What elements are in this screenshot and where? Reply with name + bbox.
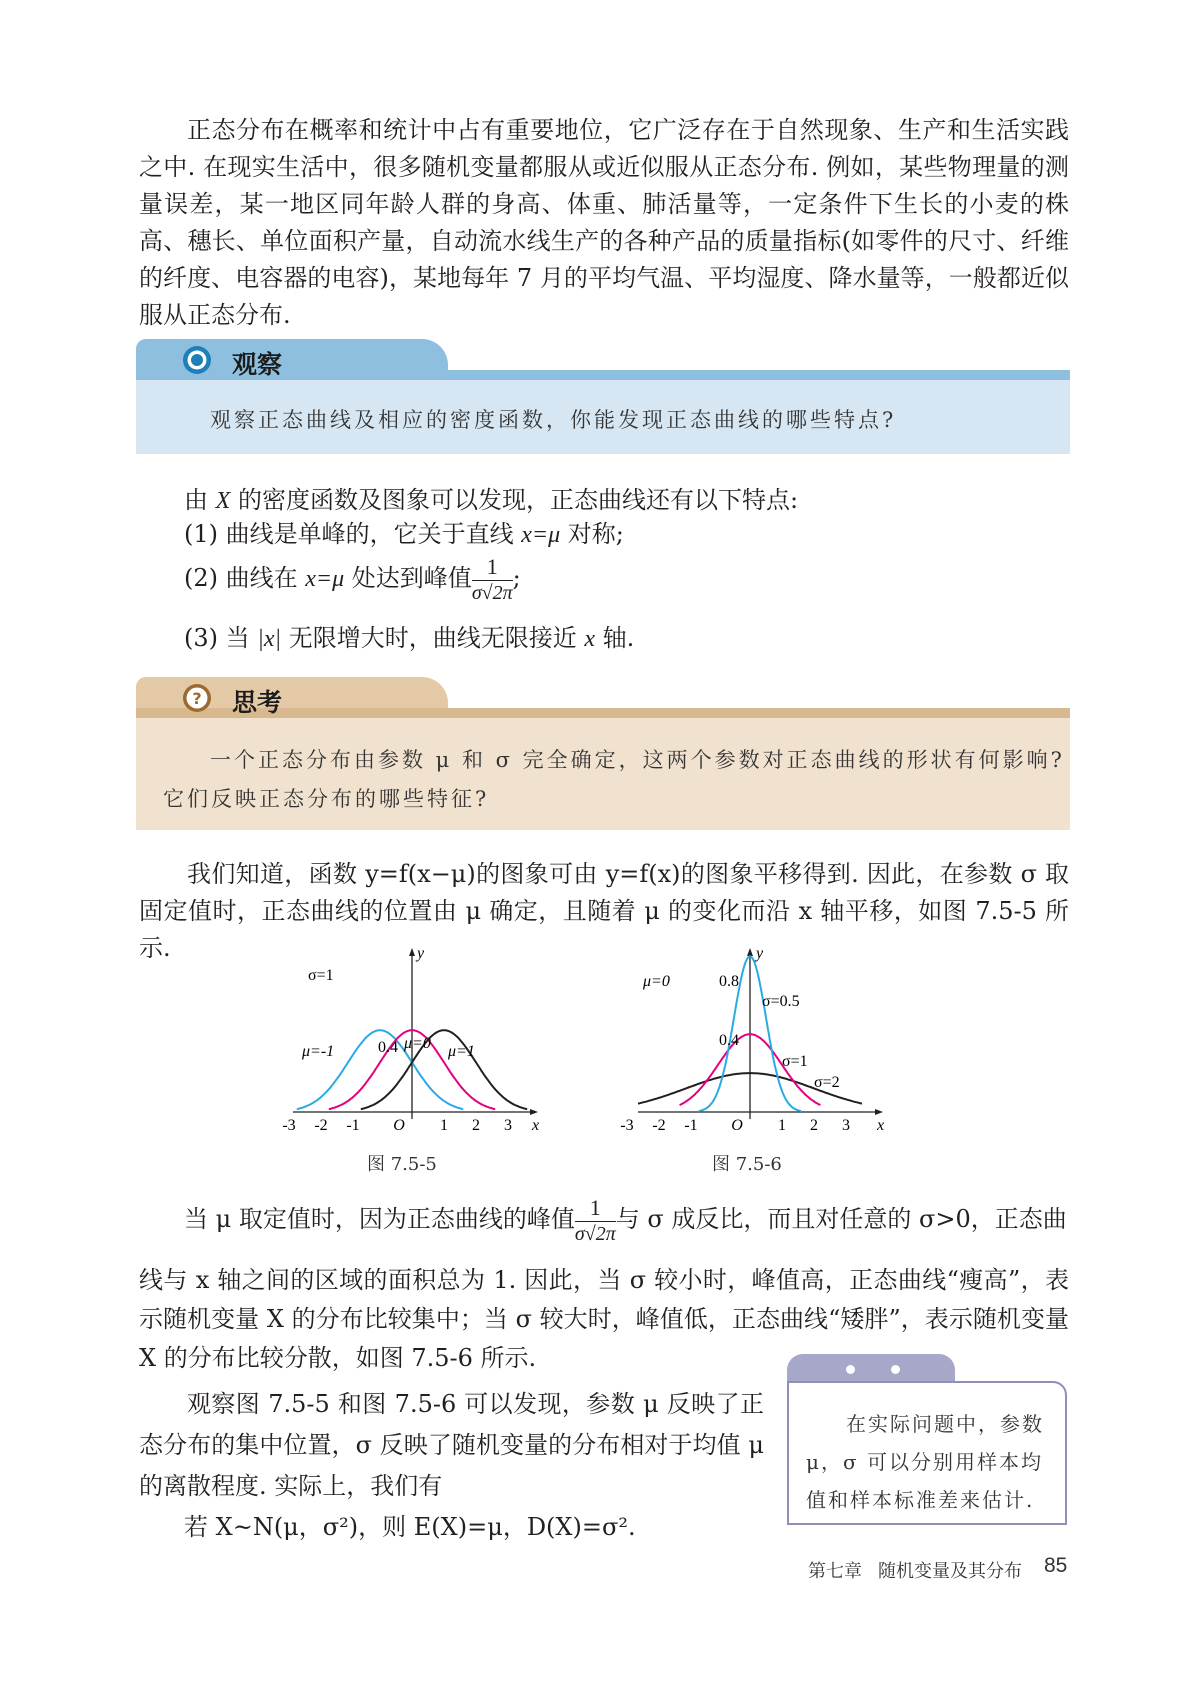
feature-item-1: (1) 曲线是单峰的，它关于直线 x=μ 对称; bbox=[184, 520, 624, 548]
y-axis-label: y bbox=[417, 945, 425, 962]
footer-chapter: 第七章 bbox=[808, 1561, 862, 1582]
sigma-label: σ=1 bbox=[308, 967, 334, 984]
intro-paragraph: 正态分布在概率和统计中占有重要地位，它广泛存在于自然现象、生产和生活实践之中. 在现实生活中，很多随机变量都服从或近似服从正态分布. 例如，某些物理量的测量误差，某一地区同年龄人群的身高、体重、肺活量等，一定条件下生长的小麦的株高、穗长、单位面积产量，自动流水线生产的各种产品的质量指标(如零件的尺寸、纤维的纤度、电容器的电容)，某地每年 7 月的平均气温、平均湿度、降水量等，一般都近似服从正态分布. bbox=[139, 116, 1069, 329]
peak-paragraph-rest: 线与 x 轴之间的区域的面积总为 1. 因此，当 σ 较小时，峰值高，正态曲线“瘦高”，表示随机变量 X 的分布比较集中；当 σ 较大时，峰值低，正态曲线“矮胖”，表示随机变量 X 的分布比较分散，如图 7.5-6 所示. bbox=[139, 1266, 1069, 1372]
peak-label-0-4: 0.4 bbox=[719, 1032, 739, 1049]
features-lead: 由 X 的密度函数及图象可以发现，正态曲线还有以下特点: bbox=[184, 486, 799, 514]
x-tick-origin: O bbox=[393, 1117, 405, 1134]
mu-label-0: μ=0 bbox=[404, 1035, 431, 1052]
peak-label: 0.4 bbox=[378, 1039, 398, 1056]
x-axis-label: x bbox=[532, 1117, 540, 1134]
think-title: 思考 bbox=[232, 688, 283, 717]
x-tick: 2 bbox=[472, 1117, 480, 1134]
peak-fraction-2: $\frac{1}{\sigma√2\pi}$ bbox=[574, 1195, 616, 1245]
figure-caption-2: 图 7.5-6 bbox=[712, 1154, 782, 1175]
footer-title: 随机变量及其分布 bbox=[878, 1561, 1022, 1582]
target-icon bbox=[182, 345, 212, 375]
feature-item-3: (3) 当 |x| 无限增大时，曲线无限接近 x 轴. bbox=[184, 624, 635, 652]
x-tick: -3 bbox=[282, 1117, 296, 1134]
figure-caption-1: 图 7.5-5 bbox=[367, 1154, 437, 1175]
shift-paragraph: 我们知道，函数 y=f(x−μ)的图象可由 y=f(x)的图象平移得到. 因此，在参数 σ 取固定值时，正态曲线的位置由 μ 确定，且随着 μ 的变化而沿 x 轴平移，如图 7.5-5 所示. bbox=[139, 860, 1069, 962]
feature-item-2: (2) 曲线在 x=μ 处达到峰值 $\frac{1}{\sigma√2\pi}$ ; bbox=[184, 554, 521, 604]
x-axis-arrow bbox=[875, 1109, 883, 1115]
observe-text: 观察正态曲线及相应的密度函数，你能发现正态曲线的哪些特点? bbox=[210, 408, 897, 432]
x-tick: -3 bbox=[620, 1117, 634, 1134]
figure-7-5-6 bbox=[620, 944, 895, 1149]
think-line-2: 它们反映正态分布的哪些特征? bbox=[163, 787, 490, 811]
x-tick: 1 bbox=[778, 1117, 786, 1134]
x-tick: 3 bbox=[504, 1117, 512, 1134]
x-tick: 2 bbox=[810, 1117, 818, 1134]
peak-label-0-8: 0.8 bbox=[719, 973, 739, 990]
y-axis-arrow bbox=[409, 948, 415, 956]
sigma-label-0-5: σ=0.5 bbox=[762, 993, 800, 1010]
sigma-label-2: σ=2 bbox=[814, 1074, 840, 1091]
observe-title: 观察 bbox=[232, 350, 283, 379]
mu-label-1: μ=1 bbox=[448, 1043, 475, 1060]
note-dot bbox=[846, 1365, 855, 1374]
note-tab bbox=[787, 1354, 955, 1382]
x-tick: -2 bbox=[314, 1117, 328, 1134]
peak-fraction: $\frac{1}{\sigma√2\pi}$ bbox=[471, 554, 513, 604]
x-tick-origin: O bbox=[731, 1117, 743, 1134]
y-axis-label: y bbox=[756, 945, 764, 962]
mu-label: μ=0 bbox=[643, 973, 670, 990]
conclusion-paragraph: 观察图 7.5-5 和图 7.5-6 可以发现，参数 μ 反映了正态分布的集中位置，σ 反映了随机变量的分布相对于均值 μ 的离散程度. 实际上，我们有 bbox=[139, 1390, 764, 1500]
x-axis-label: x bbox=[877, 1117, 885, 1134]
svg-text:?: ? bbox=[192, 689, 202, 708]
x-tick: -2 bbox=[652, 1117, 666, 1134]
x-tick: 3 bbox=[842, 1117, 850, 1134]
question-icon bbox=[182, 683, 212, 713]
sigma-label-1: σ=1 bbox=[782, 1053, 808, 1070]
note-dot bbox=[891, 1365, 900, 1374]
peak-paragraph-first-line: 当 μ 取定值时，因为正态曲线的峰值 $\frac{1}{\sigma√2\pi}$ 与 σ 成反比，而且对任意的 σ>0，正态曲 bbox=[184, 1195, 1067, 1245]
figure-7-5-5 bbox=[282, 944, 550, 1149]
y-axis-arrow bbox=[747, 948, 753, 956]
x-tick: 1 bbox=[440, 1117, 448, 1134]
x-axis-arrow bbox=[530, 1109, 538, 1115]
expectation-formula: 若 X~N(μ，σ²)，则 E(X)=μ，D(X)=σ². bbox=[184, 1513, 636, 1541]
think-box bbox=[136, 718, 1070, 830]
think-line-1: 一个正态分布由参数 μ 和 σ 完全确定，这两个参数对正态曲线的形状有何影响? bbox=[210, 748, 1065, 772]
mu-label-minus-1: μ=-1 bbox=[302, 1043, 335, 1060]
page-number: 85 bbox=[1044, 1554, 1068, 1577]
x-tick: -1 bbox=[346, 1117, 360, 1134]
note-text: 在实际问题中，参数 μ，σ 可以分别用样本均值和样本标准差来估计. bbox=[806, 1412, 1044, 1512]
x-tick: -1 bbox=[684, 1117, 698, 1134]
